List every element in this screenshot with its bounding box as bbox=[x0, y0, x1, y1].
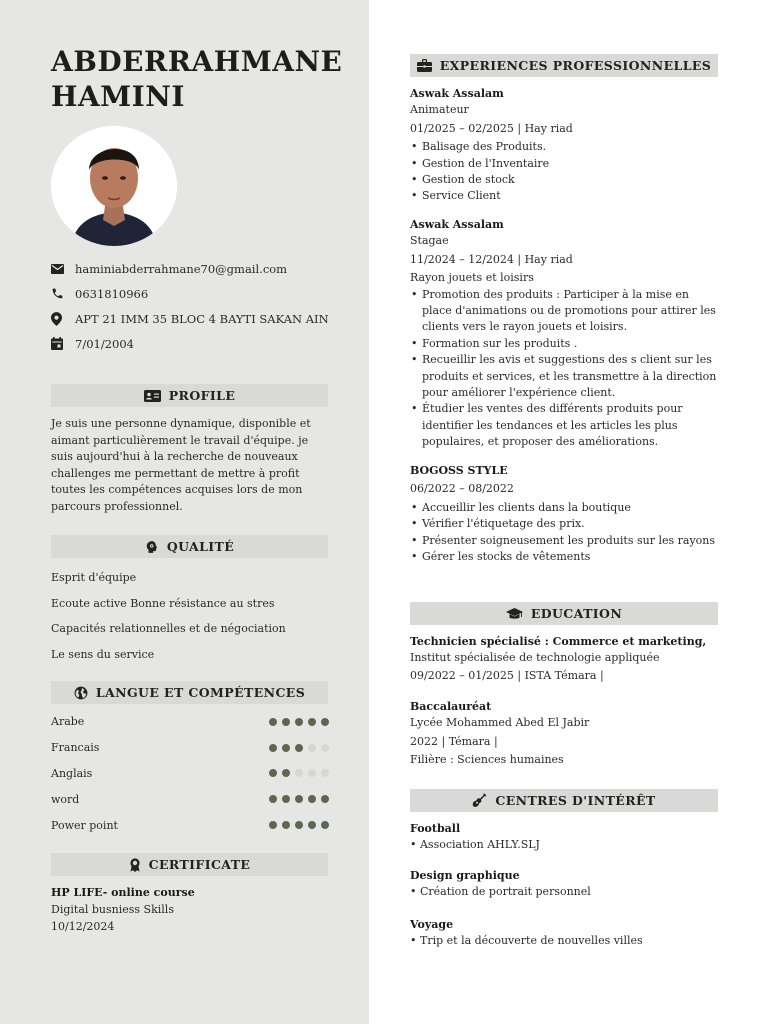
experience-bullet: • Promotion des produits : Participer à la mise en place d'animations ou de promotions pour attirer les clients vers le rayon jouets et loisirs. bbox=[410, 287, 718, 336]
education-period: 09/2022 – 01/2025 | ISTA Témara | bbox=[410, 668, 604, 682]
interest-detail: • Association AHLY.SLJ bbox=[410, 838, 540, 852]
qualite-header bbox=[51, 535, 328, 558]
skill-dot-filled bbox=[269, 769, 277, 777]
contact-email-text: haminiabderrahmane70@gmail.com bbox=[75, 261, 288, 276]
skill-label: Francais bbox=[51, 741, 100, 755]
experience-role: Stagae bbox=[410, 234, 449, 248]
skill-dot-empty bbox=[295, 769, 303, 777]
education-entry bbox=[410, 699, 718, 769]
skill-level bbox=[269, 744, 329, 752]
skill-dot-filled bbox=[295, 744, 303, 752]
certificate-date: 10/12/2024 bbox=[51, 920, 115, 933]
skill-dot-filled bbox=[308, 821, 316, 829]
experience-period: 01/2025 – 02/2025 | Hay riad bbox=[410, 121, 573, 135]
experience-bullet: • Balisage des Produits. bbox=[410, 139, 718, 155]
experience-company: BOGOSS STYLE bbox=[410, 464, 508, 477]
experience-role: Animateur bbox=[410, 103, 469, 117]
interest-title: Football bbox=[410, 822, 461, 835]
head-gear-icon bbox=[145, 540, 159, 554]
briefcase-icon bbox=[417, 59, 432, 72]
skill-dot-filled bbox=[295, 718, 303, 726]
interest-title: Voyage bbox=[410, 918, 454, 931]
skill-dot-empty bbox=[321, 769, 329, 777]
experience-bullet: • Accueillir les clients dans la boutique bbox=[410, 500, 718, 516]
skill-dot-filled bbox=[282, 744, 290, 752]
certificate-name: HP LIFE- online course bbox=[51, 886, 195, 899]
contact-address bbox=[51, 306, 351, 331]
education-title: EDUCATION bbox=[530, 606, 623, 621]
interest-entry bbox=[410, 917, 718, 950]
experience-bullet: • Étudier les ventes des différents produits pour identifier les tendances et les articles les plus populaires, et proposer des améliorations. bbox=[410, 401, 718, 450]
skill-dot-filled bbox=[282, 795, 290, 803]
qualite-title: QUALITÉ bbox=[166, 539, 235, 554]
first-name: ABDERRAHMANE bbox=[51, 45, 343, 78]
education-extra: Filière : Sciences humaines bbox=[410, 753, 564, 767]
langue-list bbox=[51, 709, 329, 838]
profile-photo bbox=[51, 126, 177, 246]
qualite-item: Ecoute active Bonne résistance au stres bbox=[51, 596, 275, 610]
education-school: Lycée Mohammed Abed El Jabir bbox=[410, 716, 590, 730]
skill-label: Anglais bbox=[51, 766, 93, 780]
skill-dot-filled bbox=[308, 795, 316, 803]
experience-entry bbox=[410, 86, 718, 205]
experience-bullet: • Formation sur les produits . bbox=[410, 336, 718, 352]
interest-detail: • Création de portrait personnel bbox=[410, 885, 591, 899]
skill-dot-empty bbox=[308, 744, 316, 752]
qualite-list bbox=[51, 565, 328, 667]
experience-bullet: • Gestion de stock bbox=[410, 172, 718, 188]
experience-company: Aswak Assalam bbox=[410, 87, 504, 100]
experience-department: Rayon jouets et loisirs bbox=[410, 271, 534, 285]
contact-phone[interactable] bbox=[51, 281, 351, 306]
skill-dot-filled bbox=[321, 795, 329, 803]
experience-bullet: • Gérer les stocks de vêtements bbox=[410, 549, 718, 565]
experience-bullet: • Service Client bbox=[410, 188, 718, 204]
envelope-icon bbox=[51, 264, 75, 274]
experience-bullet: • Gestion de l'Inventaire bbox=[410, 156, 718, 172]
qualite-item: Le sens du service bbox=[51, 647, 155, 661]
skill-dot-filled bbox=[282, 718, 290, 726]
skill-label: Power point bbox=[51, 818, 118, 832]
qualite-item: Esprit d'équipe bbox=[51, 571, 137, 585]
contact-birthdate bbox=[51, 331, 351, 356]
interest-entry bbox=[410, 821, 718, 854]
skill-label: word bbox=[51, 792, 80, 806]
skill-dot-empty bbox=[321, 744, 329, 752]
education-period: 2022 | Témara | bbox=[410, 734, 498, 748]
certificate-course: Digital busniess Skills bbox=[51, 903, 174, 916]
skill-level bbox=[269, 769, 329, 777]
skill-dot-filled bbox=[295, 795, 303, 803]
langue-header bbox=[51, 681, 328, 704]
interest-detail: • Trip et la découverte de nouvelles villes bbox=[410, 934, 643, 948]
experience-period: 11/2024 – 12/2024 | Hay riad bbox=[410, 252, 573, 266]
experiences-header bbox=[410, 54, 718, 77]
skill-level bbox=[269, 821, 329, 829]
interets-title: CENTRES D'INTÉRÊT bbox=[495, 793, 656, 808]
skill-level bbox=[269, 795, 329, 803]
last-name: HAMINI bbox=[51, 80, 185, 113]
skill-dot-filled bbox=[321, 821, 329, 829]
location-pin-icon bbox=[51, 312, 75, 326]
award-icon bbox=[129, 858, 141, 872]
interets-header bbox=[410, 789, 718, 812]
contact-birthdate-text: 7/01/2004 bbox=[75, 336, 134, 351]
education-entry bbox=[410, 634, 718, 684]
education-header bbox=[410, 602, 718, 625]
experience-entry bbox=[410, 463, 718, 565]
skill-dot-filled bbox=[269, 718, 277, 726]
skill-dot-filled bbox=[269, 821, 277, 829]
langue-title: LANGUE ET COMPÉTENCES bbox=[95, 685, 306, 700]
skill-row bbox=[51, 812, 329, 838]
phone-icon bbox=[51, 287, 75, 300]
contact-list bbox=[51, 256, 351, 356]
experience-company: Aswak Assalam bbox=[410, 218, 504, 231]
skill-row bbox=[51, 786, 329, 812]
experience-bullet: • Vérifier l'étiquetage des prix. bbox=[410, 516, 718, 532]
skill-dot-filled bbox=[321, 718, 329, 726]
experience-entry bbox=[410, 217, 718, 451]
interest-title: Design graphique bbox=[410, 869, 520, 882]
experience-period: 06/2022 – 08/2022 bbox=[410, 482, 514, 496]
skill-row bbox=[51, 709, 329, 735]
profile-title: PROFILE bbox=[168, 388, 236, 403]
skill-label: Arabe bbox=[51, 715, 85, 729]
skill-dot-filled bbox=[308, 718, 316, 726]
contact-email[interactable] bbox=[51, 256, 351, 281]
profile-text: Je suis une personne dynamique, disponible et aimant particulièrement le travail d'équipe. je suis aujourd'hui à la recherche de nouveaux challenges me permettant de mettre à profit toutes les compétences acquises lors de mon parcours professionnel. bbox=[51, 417, 311, 513]
certificate-header bbox=[51, 853, 328, 876]
education-degree: Baccalauréat bbox=[410, 700, 492, 713]
skill-dot-filled bbox=[295, 821, 303, 829]
guitar-icon bbox=[472, 793, 487, 808]
contact-phone-text: 0631810966 bbox=[75, 286, 149, 301]
skill-level bbox=[269, 718, 329, 726]
skill-dot-empty bbox=[308, 769, 316, 777]
globe-icon bbox=[74, 686, 88, 700]
interest-entry bbox=[410, 868, 718, 901]
skill-dot-filled bbox=[269, 795, 277, 803]
skill-row bbox=[51, 761, 329, 787]
experience-bullet: • Recueillir les avis et suggestions des s client sur les produits et services, et les transmettre à la direction pour améliorer l'expérience client. bbox=[410, 352, 718, 401]
contact-address-text: APT 21 IMM 35 BLOC 4 BAYTI SAKAN AIN bbox=[75, 311, 329, 326]
skill-dot-filled bbox=[269, 744, 277, 752]
profile-header bbox=[51, 384, 328, 407]
qualite-item: Capacités relationnelles et de négociation bbox=[51, 622, 286, 636]
skill-dot-filled bbox=[282, 769, 290, 777]
calendar-icon bbox=[51, 337, 75, 350]
education-school: Institut spécialisée de technologie appliquée bbox=[410, 651, 660, 665]
experiences-title: EXPERIENCES PROFESSIONNELLES bbox=[439, 58, 712, 73]
certificate-entry bbox=[51, 884, 328, 935]
experience-bullet: • Présenter soigneusement les produits sur les rayons bbox=[410, 533, 718, 549]
candidate-name bbox=[51, 44, 351, 114]
certificate-title: CERTIFICATE bbox=[148, 857, 251, 872]
education-degree: Technicien spécialisé : Commerce et marketing, bbox=[410, 635, 707, 648]
graduation-cap-icon bbox=[506, 608, 523, 620]
id-card-icon bbox=[144, 390, 161, 402]
skill-dot-filled bbox=[282, 821, 290, 829]
skill-row bbox=[51, 735, 329, 761]
